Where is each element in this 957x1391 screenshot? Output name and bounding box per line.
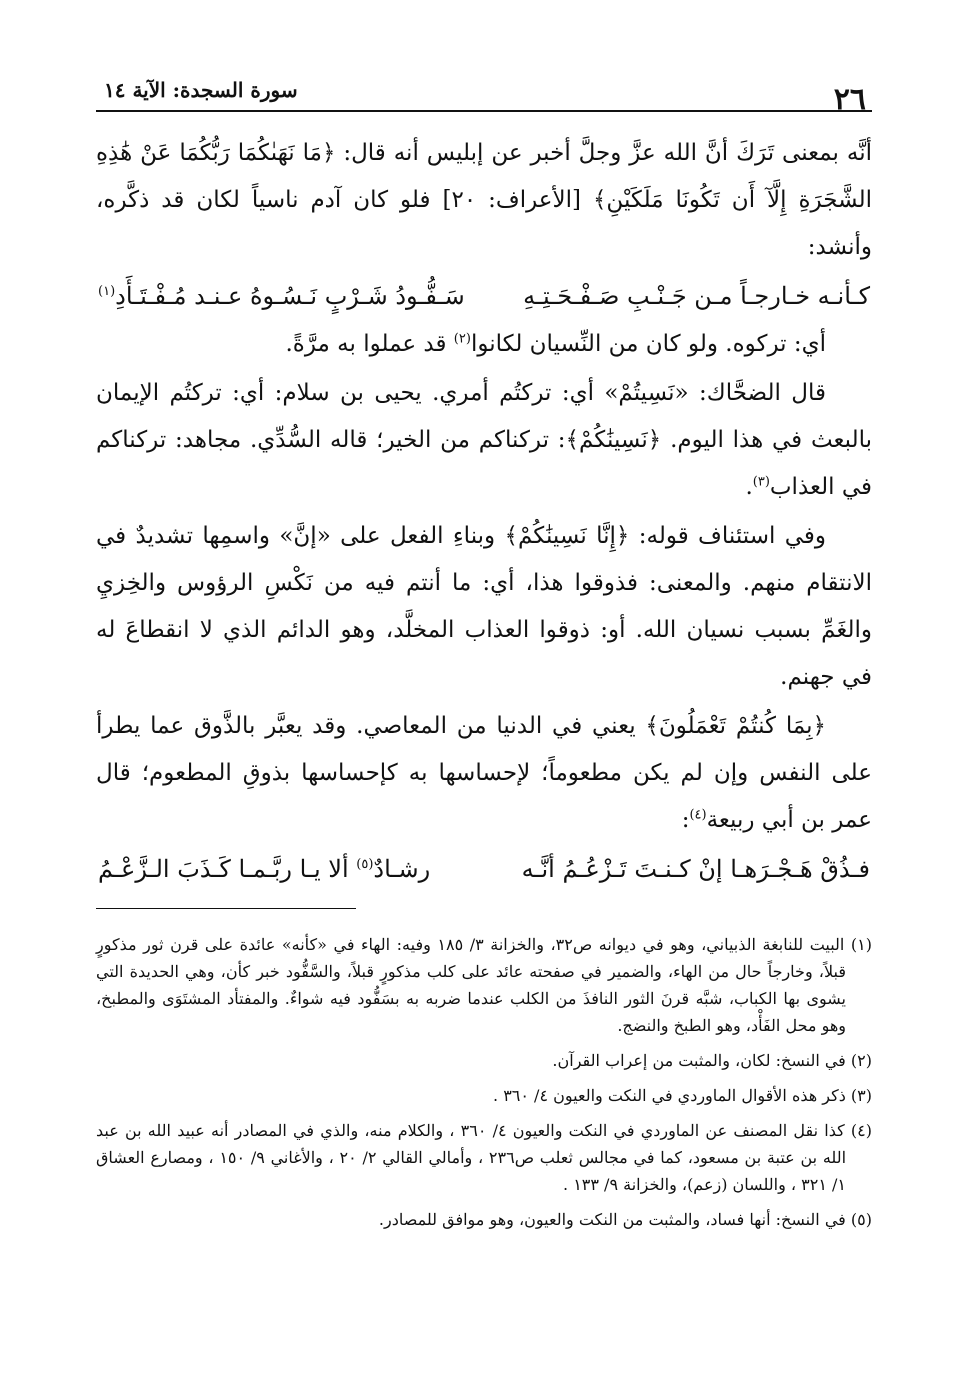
- footnote-3: (٣) ذكر هذه الأقوال الماوردي في النكت والعيون ٤/ ٣٦٠ .: [493, 1086, 872, 1105]
- verse-1-second-hemistich: [98, 271, 465, 321]
- verse-2-second-hemistich: [98, 844, 430, 894]
- paragraph-5-text: ﴿بِمَا كُنتُمْ تَعْمَلُونَ﴾ يعني في الدنيا من المعاصي. وقد يعبَّر بالذَّوق عما يطرأ على النفس وإن لم يكن مطعوماً؛ لإحساسها به كإحساسها بذوقِ المطعوم؛ قال عمر بن أبي ربيعة: [96, 713, 872, 833]
- verse-2: [96, 844, 872, 894]
- footnote-2: (٢) في النسخ: لكان، والمثبت من إعراب القرآن.: [552, 1051, 872, 1070]
- main-text: [96, 130, 872, 894]
- footnote-ref-3[interactable]: (٣): [752, 474, 770, 490]
- paragraph-1: أنَّه بمعنى تَرَكَ أنَّ الله عزَّ وجلَّ أخبر عن إبليس أنه قال: ﴿مَا نَهَىٰكُمَا رَبُّكُمَا عَنْ هَٰذِهِ الشَّجَرَةِ إِلَّآ أَن تَكُونَا مَلَكَيْنِ﴾ [الأعراف: ٢٠] فلو كان آدم ناسياً لكان قد ذكَّره، وأنشد:: [96, 140, 872, 260]
- footnote-ref-1[interactable]: (١): [98, 284, 116, 299]
- verse-2-second-rest: ألا يـا ربَّـمـا كَـذَبَ الـزَّعْـمُ: [98, 855, 357, 883]
- paragraph-5: [96, 703, 872, 844]
- verse-2-second-text: رشـادٌ: [373, 855, 431, 883]
- verse-1-first-hemistich: كـأنـه خـارجـاً مـن جَـنْـبِ صَـفْـحَـتِـهِ: [523, 282, 870, 310]
- paragraph-3-end: .: [745, 474, 753, 500]
- paragraph-2: [96, 321, 872, 368]
- verse-1-second-text: سَـفُّـودُ شَـرْبٍ نَـسُـوهُ عـنـد مُـفْـتَـأَدِ: [115, 282, 465, 310]
- paragraph-3: [96, 370, 872, 511]
- paragraph-5-end: :: [681, 807, 690, 833]
- footnote-5: (٥) في النسخ: أنها فساد، والمثبت من النكت والعيون، وهو موافق للمصادر.: [378, 1210, 872, 1229]
- paragraph-2-end: قد عملوا به مرَّةً.: [285, 331, 454, 357]
- footnote-4: (٤) كذا نقل المصنف عن الماوردي في النكت والعيون ٤/ ٣٦٠ ، والكلام منه، والذي في المصادر أنه عبيد الله بن عبد الله بن عتبة بن مسعود، كما في مجالس ثعلب ص٢٣٦ ، وأمالي القالي ٢/ ٢٠ ، والأغاني ٩/ ١٥٠ ، ومصارع العشاق ١/ ٣٢١ ، واللسان (زعم)، والخزانة ٩/ ١٣٣ .: [96, 1121, 873, 1194]
- footnote-ref-2[interactable]: (٢): [453, 331, 471, 347]
- footnote-ref-5[interactable]: (٥): [356, 857, 374, 872]
- page-number: ٢٦: [833, 82, 866, 117]
- paragraph-4: وفي استئناف قوله: ﴿إِنَّا نَسِينَٰكُمْ﴾ وبناءِ الفعل على «إنَّ» واسمِها تشديدٌ في الانتقام منهم. والمعنى: فذوقوا هذا، أي: ما أنتم فيه من نَكْسِ الرؤوس والخِزيِ والغَمِّ بسبب نسيان الله. أو: ذوقوا العذاب المخلَّد، وهو الدائم الذي لا انقطاعَ له في جهنم.: [96, 523, 872, 690]
- footnote-ref-4[interactable]: (٤): [689, 807, 707, 823]
- footnotes: [96, 931, 872, 1233]
- verse-2-first-hemistich: فـذُقْ هَـجْـرَهـا إنْ كـنـتَ تَـزْعُـمُ أنَّـه: [521, 855, 870, 883]
- footnote-1: (١) البيت للنابغة الذبياني، وهو في ديوانه ص٣٢، والخزانة ٣/ ١٨٥ وفيه: الهاء في «كأنه» عائدة على قرن ثور مذكورٍ قبلاً، وخارجاً حال من الهاء، والضمير في صفحته عائد على كلب مذكورٍ قبلاً، والسَّفُّود خبر كأن، وهي الحديدة التي يشوى بها الكباب، شبَّه قرنَ الثور النافذَ من الكلب عندما ضربه به بسَفُّود فيه شواءٌ. والمفتأد المشتَوَى والمطبخ، وهو محل الفَأْد، وهو الطبخ والنضج.: [96, 935, 873, 1035]
- footnote-separator: [96, 908, 356, 909]
- verse-1: [96, 271, 872, 321]
- paragraph-3-text: قال الضحَّاك: «نَسِيتُمْ» أي: تركتُم أمري. يحيى بن سلام: أي: تركتُم الإيمان بالبعث في هذا اليوم. ﴿نَسِينَٰكُمْ﴾: تركناكم من الخير؛ قاله السُّدِّي. مجاهد: تركناكم في العذاب: [96, 380, 872, 500]
- page-header: [96, 64, 872, 117]
- page: [96, 64, 872, 1241]
- paragraph-2-text: أي: تركوه. ولو كان من النِّسيان لكانوا: [470, 331, 826, 357]
- running-title: سورة السجدة: الآية ١٤: [104, 78, 298, 102]
